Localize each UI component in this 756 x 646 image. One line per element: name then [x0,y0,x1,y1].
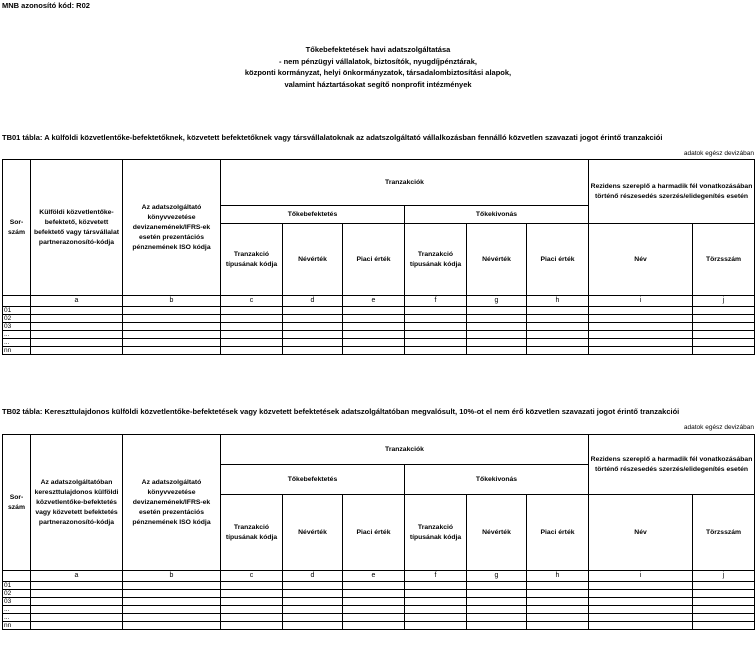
data-cell[interactable] [405,590,467,598]
table-row [3,614,755,622]
data-cell[interactable] [693,622,755,630]
data-cell[interactable] [31,614,123,622]
data-cell[interactable] [693,315,755,323]
row-number: 03 [3,598,31,606]
tb01-header-tipus: Tranzakció típusának kódja [405,224,467,296]
row-number: ... [3,614,31,622]
data-cell[interactable] [283,323,343,331]
data-cell[interactable] [221,323,283,331]
table-row [3,323,755,331]
data-cell[interactable] [343,331,405,339]
tb02-letter: e [343,571,405,582]
data-cell[interactable] [343,622,405,630]
data-cell[interactable] [467,590,527,598]
data-cell[interactable] [405,331,467,339]
data-cell[interactable] [527,339,589,347]
data-cell[interactable] [527,307,589,315]
data-cell[interactable] [467,339,527,347]
data-cell[interactable] [693,590,755,598]
data-cell[interactable] [31,622,123,630]
data-cell[interactable] [589,622,693,630]
data-cell[interactable] [693,307,755,315]
data-cell[interactable] [467,347,527,355]
table-row [3,307,755,315]
report-title-line: központi kormányzat, helyi önkormányzatok, társadalombiztosítási alapok, [244,68,512,77]
data-cell[interactable] [467,606,527,614]
data-cell[interactable] [343,582,405,590]
data-cell[interactable] [31,307,123,315]
data-cell[interactable] [527,331,589,339]
tb02-header-tipus: Tranzakció típusának kódja [221,495,283,571]
data-cell[interactable] [221,582,283,590]
tb01-letter-blank [3,296,31,307]
tb02-header-torzsszam: Törzsszám [693,495,755,571]
data-cell[interactable] [221,307,283,315]
tb01-header-nevertek: Névérték [467,224,527,296]
tb01-letter: f [405,296,467,307]
tb01-header-nev: Név [589,224,693,296]
data-cell[interactable] [123,323,221,331]
data-cell[interactable] [221,347,283,355]
data-cell[interactable] [283,582,343,590]
data-cell[interactable] [527,598,589,606]
data-cell[interactable] [283,331,343,339]
data-cell[interactable] [343,598,405,606]
tb02-header-piaci: Piaci érték [343,495,405,571]
tb02-header-tranzakciok: Tranzakciók [221,435,589,465]
data-cell[interactable] [123,622,221,630]
report-title-line: - nem pénzügyi vállalatok, biztosítók, nyugdíjpénztárak, [279,56,477,66]
data-cell[interactable] [589,606,693,614]
data-cell[interactable] [467,307,527,315]
data-cell[interactable] [405,315,467,323]
data-cell[interactable] [527,606,589,614]
tb02-title: TB02 tábla: Kereszttulajdonos külföldi közvetlentőke-befektetések vagy közvetett befektetések adatszolgáltatóban megvalósult, 10%-ot el nem érő közvetlen szavazati jogot érintő tranzakciói [2,407,680,416]
data-cell[interactable] [693,331,755,339]
tb02-letter: d [283,571,343,582]
data-cell[interactable] [467,622,527,630]
data-cell[interactable] [343,590,405,598]
report-title-line: valamint háztartásokat segítő nonprofit intézmények [284,79,472,89]
data-cell[interactable] [31,598,123,606]
data-cell[interactable] [31,347,123,355]
data-cell[interactable] [221,622,283,630]
tb01-header-iso: Az adatszolgáltató könyvvezetése devizanemének/IFRS-ek esetén prezentációs pénznemének ISO kódja [123,160,221,296]
tb01-letter: g [467,296,527,307]
data-cell[interactable] [31,331,123,339]
row-number: nn [3,347,31,355]
data-cell[interactable] [589,331,693,339]
tb01-letter: h [527,296,589,307]
data-cell[interactable] [405,598,467,606]
tb02-header-tipus: Tranzakció típusának kódja [405,495,467,571]
tb01-letter: e [343,296,405,307]
data-cell[interactable] [527,622,589,630]
data-cell[interactable] [589,307,693,315]
tb02-header-nev: Név [589,495,693,571]
tb02-header-partner: Az adatszolgáltatóban kereszttulajdonos külföldi közvetlentőke-befektetés vagy közvetett befektetés partnerazonosító-kódja [31,435,123,571]
table-row [3,582,755,590]
data-cell[interactable] [527,347,589,355]
tb02-header-piaci: Piaci érték [527,495,589,571]
data-cell[interactable] [405,347,467,355]
data-cell[interactable] [123,331,221,339]
tb01-table [2,159,755,355]
row-number: 01 [3,582,31,590]
tb02-letter-blank [3,571,31,582]
data-cell[interactable] [221,590,283,598]
tb02-header-nevertek: Névérték [467,495,527,571]
data-cell[interactable] [405,339,467,347]
tb02-table [2,434,755,630]
data-cell[interactable] [221,598,283,606]
row-number: nn [3,622,31,630]
data-cell[interactable] [589,347,693,355]
tb01-letter: j [693,296,755,307]
tb01-letter: d [283,296,343,307]
data-cell[interactable] [343,315,405,323]
data-cell[interactable] [405,323,467,331]
data-cell[interactable] [693,598,755,606]
data-cell[interactable] [31,323,123,331]
tb01-header-piaci: Piaci érték [527,224,589,296]
table-row [3,315,755,323]
tb02-letter: b [123,571,221,582]
data-cell[interactable] [343,606,405,614]
data-cell[interactable] [527,582,589,590]
table-row [3,622,755,630]
table-row [3,339,755,347]
data-cell[interactable] [693,339,755,347]
data-cell[interactable] [221,606,283,614]
data-cell[interactable] [589,590,693,598]
data-cell[interactable] [221,315,283,323]
tb01-header-nevertek: Névérték [283,224,343,296]
tb02-unit: adatok egész devizában [683,424,754,431]
row-number: ... [3,606,31,614]
row-number: 02 [3,590,31,598]
tb02-header-iso: Az adatszolgáltató könyvvezetése devizanemének/IFRS-ek esetén prezentációs pénznemének ISO kódja [123,435,221,571]
data-cell[interactable] [283,614,343,622]
data-cell[interactable] [283,307,343,315]
data-cell[interactable] [283,590,343,598]
data-cell[interactable] [123,590,221,598]
data-cell[interactable] [123,339,221,347]
data-cell[interactable] [467,614,527,622]
tb01-header-sorszam: Sor-szám [3,160,31,296]
tb01-letter: b [123,296,221,307]
data-cell[interactable] [589,315,693,323]
data-cell[interactable] [283,622,343,630]
table-row [3,347,755,355]
tb02-letter: c [221,571,283,582]
tb01-unit: adatok egész devizában [683,150,754,157]
data-cell[interactable] [405,614,467,622]
tb01-title: TB01 tábla: A külföldi közvetlentőke-befektetőknek, közvetett befektetőknek vagy társvállalatoknak az adatszolgáltató vállalkozásban fennálló közvetlen szavazati jogot érintő tranzakciói [2,133,663,142]
data-cell[interactable] [343,323,405,331]
data-cell[interactable] [283,606,343,614]
report-title [0,44,756,90]
data-cell[interactable] [123,307,221,315]
data-cell[interactable] [467,598,527,606]
data-cell[interactable] [527,590,589,598]
row-number: 01 [3,307,31,315]
tb02-letter: i [589,571,693,582]
tb01-header-tokekivonas: Tőkekivonás [405,206,589,224]
tb02-letter: h [527,571,589,582]
data-cell[interactable] [31,590,123,598]
mnb-code: MNB azonosító kód: R02 [2,1,90,10]
data-cell[interactable] [31,339,123,347]
table-row [3,331,755,339]
data-cell[interactable] [693,582,755,590]
table-row [3,598,755,606]
data-cell[interactable] [467,323,527,331]
tb02-letter: a [31,571,123,582]
data-cell[interactable] [467,582,527,590]
data-cell[interactable] [283,598,343,606]
data-cell[interactable] [343,339,405,347]
tb02-letter: f [405,571,467,582]
data-cell[interactable] [343,347,405,355]
tb01-letter: i [589,296,693,307]
data-cell[interactable] [31,582,123,590]
tb02-header-nevertek: Névérték [283,495,343,571]
row-number: 03 [3,323,31,331]
tb02-header-tokekivonas: Tőkekivonás [405,465,589,495]
data-cell[interactable] [343,614,405,622]
tb01-header-rezidens: Rezidens szereplő a harmadik fél vonatkozásában történő részesedés szerzés/elidegenítés esetén [589,160,755,224]
report-title-line: Tőkebefektetések havi adatszolgáltatása [305,45,451,54]
data-cell[interactable] [693,347,755,355]
row-number: ... [3,331,31,339]
data-cell[interactable] [589,598,693,606]
tb01-header-tokebefektetes: Tőkebefektetés [221,206,405,224]
data-cell[interactable] [405,307,467,315]
data-cell[interactable] [283,347,343,355]
data-cell[interactable] [123,606,221,614]
data-cell[interactable] [693,614,755,622]
tb01-header-tipus: Tranzakció típusának kódja [221,224,283,296]
tb01-letter: a [31,296,123,307]
data-cell[interactable] [221,331,283,339]
data-cell[interactable] [31,315,123,323]
data-cell[interactable] [405,582,467,590]
data-cell[interactable] [693,606,755,614]
data-cell[interactable] [589,339,693,347]
data-cell[interactable] [31,606,123,614]
data-cell[interactable] [527,315,589,323]
tb01-header-tranzakciok: Tranzakciók [221,160,589,206]
data-cell[interactable] [123,347,221,355]
data-cell[interactable] [589,323,693,331]
data-cell[interactable] [467,331,527,339]
data-cell[interactable] [283,339,343,347]
data-cell[interactable] [123,315,221,323]
tb01-letter: c [221,296,283,307]
tb02-letter: j [693,571,755,582]
data-cell[interactable] [693,323,755,331]
data-cell[interactable] [123,614,221,622]
data-cell[interactable] [405,622,467,630]
tb02-header-rezidens: Rezidens szereplő a harmadik fél vonatkozásában történő részesedés szerzés/elidegenítés esetén [589,435,755,495]
table-row [3,590,755,598]
row-number: ... [3,339,31,347]
data-cell[interactable] [221,339,283,347]
data-cell[interactable] [527,323,589,331]
data-cell[interactable] [221,614,283,622]
tb02-header-sorszam: Sor-szám [3,435,31,571]
data-cell[interactable] [123,582,221,590]
tb02-header-tokebefektetes: Tőkebefektetés [221,465,405,495]
tb02-letter: g [467,571,527,582]
table-row [3,606,755,614]
row-number: 02 [3,315,31,323]
tb01-header-torzsszam: Törzsszám [693,224,755,296]
data-cell[interactable] [467,315,527,323]
data-cell[interactable] [527,614,589,622]
data-cell[interactable] [405,606,467,614]
data-cell[interactable] [589,614,693,622]
data-cell[interactable] [283,315,343,323]
tb01-header-piaci: Piaci érték [343,224,405,296]
tb01-header-partner: Külföldi közvetlentőke-befektető, közvetett befektető vagy társvállalat partnerazonosító-kódja [31,160,123,296]
data-cell[interactable] [123,598,221,606]
data-cell[interactable] [343,307,405,315]
data-cell[interactable] [589,582,693,590]
